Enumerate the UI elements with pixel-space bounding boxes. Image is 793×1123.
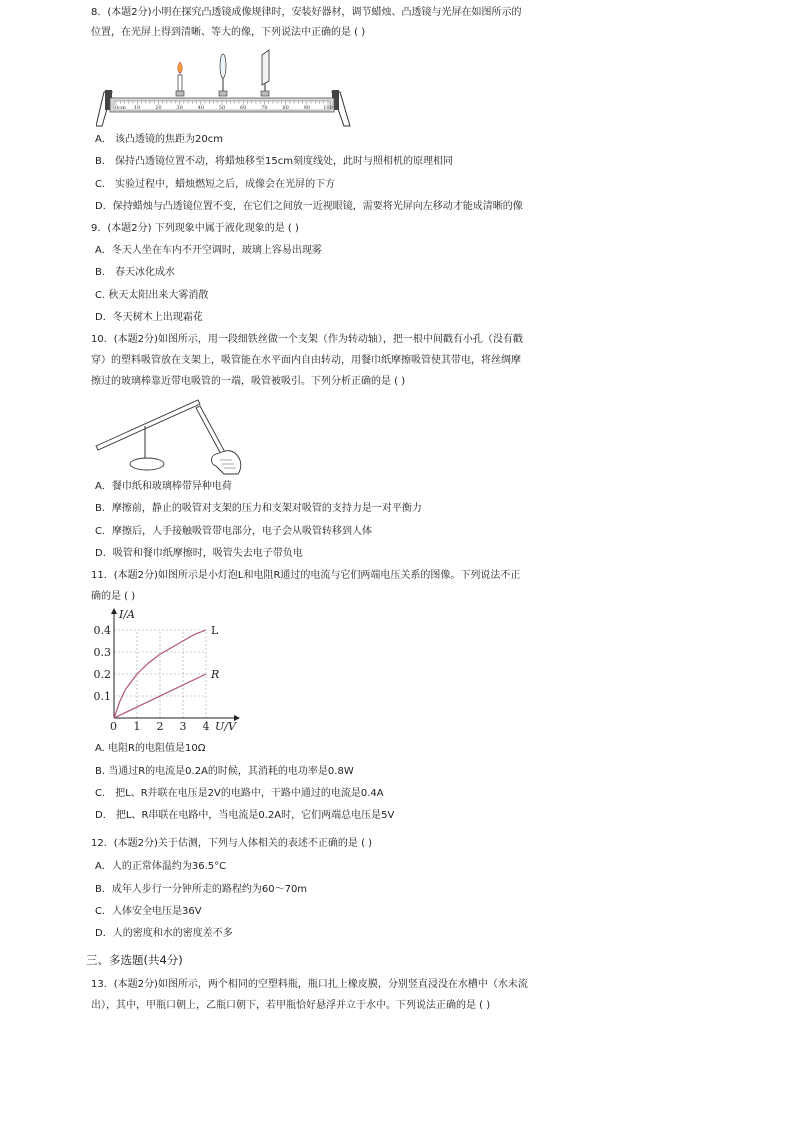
x-tick-label: 2 [156, 720, 164, 733]
ruler-label: 60 [240, 105, 247, 111]
glass-rod [196, 406, 226, 456]
q10-option-a: A．餐巾纸和玻璃棒带异种电荷 [95, 481, 232, 492]
q8-stem-line-2: 位置，在光屏上得到清晰、等大的像，下列说法中正确的是 ( ) [91, 27, 366, 38]
chart-axes [111, 608, 240, 721]
series-label-R: R [211, 668, 220, 681]
q9-option-a: A．冬天人坐在车内不开空调时，玻璃上容易出现雾 [95, 245, 322, 256]
chart-grid [114, 630, 206, 718]
straw-rod-figure [92, 396, 252, 478]
q8-option-c: C． 实验过程中，蜡烛燃短之后，成像会在光屏的下方 [95, 179, 336, 190]
iv-chart [88, 606, 253, 736]
y-axis-title: I/A [119, 608, 135, 621]
q9-stem: 9．(本题2分) 下列现象中属于液化现象的是 ( ) [91, 223, 299, 234]
q9-option-c: C. 秋天太阳出来大雾消散 [95, 290, 209, 301]
q11-option-b: B. 当通过R的电流是0.2A的时候，其消耗的电功率是0.8W [95, 766, 354, 777]
series-label-L: L [211, 624, 219, 637]
q10-stem-line-3: 擦过的玻璃棒靠近带电吸管的一端，吸管被吸引。下列分析正确的是 ( ) [91, 376, 406, 387]
ruler-label: 20 [155, 105, 162, 111]
x-axis-title: U/V [215, 720, 236, 733]
q13-stem-line-1: 13．(本题2分)如图所示，两个相同的空塑料瓶，瓶口扎上橡皮膜，分别竖直浸没在水槽中（水未流 [91, 979, 528, 990]
y-tick-label: 0.3 [93, 646, 111, 659]
x-tick-label: 1 [133, 720, 141, 733]
y-tick-label: 0.1 [93, 690, 111, 703]
q11-option-a: A. 电阻R的电阻值是10Ω [95, 743, 206, 754]
convex-lens [219, 54, 227, 96]
ruler-label: 50 [218, 105, 226, 111]
q10-stem-line-2: 穿）的塑料吸管放在支架上，吸管能在水平面内自由转动，用餐巾纸摩擦吸管使其带电，将丝绸摩 [91, 355, 521, 366]
hand [212, 451, 241, 474]
q11-option-c: C． 把L、R并联在电压是2V的电路中，干路中通过的电流是0.4A [95, 788, 384, 799]
q8-option-b: B． 保持凸透镜位置不动，将蜡烛移至15cm刻度线处，此时与照相机的原理相同 [95, 156, 454, 167]
q8-option-a: A． 该凸透镜的焦距为20cm [95, 134, 223, 145]
q8-stem-line-1: 8．(本题2分)小明在探究凸透镜成像规律时，安装好器材，调节蜡烛、凸透镜与光屏在如图所示的 [91, 7, 522, 18]
q12-stem: 12．(本题2分)关于估测，下列与人体相关的表述不正确的是 ( ) [91, 838, 373, 849]
y-axis-arrow [111, 608, 117, 614]
y-tick-label: 0.2 [93, 668, 111, 681]
ruler-label: 30 [176, 105, 183, 111]
q12-option-a: A．人的正常体温约为36.5°C [95, 861, 227, 872]
q10-option-d: D．吸管和餐巾纸摩擦时，吸管失去电子带负电 [95, 548, 303, 559]
q12-option-c: C．人体安全电压是36V [95, 906, 202, 917]
optical-bench-figure [96, 48, 358, 130]
candle [176, 62, 184, 96]
stand-base [130, 458, 164, 470]
q11-option-d: D． 把L、R串联在电路中，当电流是0.2A时，它们两端总电压是5V [95, 810, 395, 821]
q12-option-b: B．成年人步行一分钟所走的路程约为60～70m [95, 884, 308, 895]
y-tick-label: 0.4 [93, 624, 111, 637]
origin-label: 0 [110, 720, 117, 733]
q8-option-d: D．保持蜡烛与凸透镜位置不变，在它们之间放一近视眼镜，需要将光屏向左移动才能成清晰的像 [95, 201, 523, 212]
q11-stem-line-2: 确的是 ( ) [91, 591, 136, 602]
plastic-straw [96, 400, 200, 450]
q13-stem-line-2: 出），其中，甲瓶口朝上，乙瓶口朝下，若甲瓶恰好悬浮并立于水中。下列说法正确的是 ( ) [91, 1000, 491, 1011]
q12-option-d: D．人的密度和水的密度差不多 [95, 928, 233, 939]
q11-stem-line-1: 11．(本题2分)如图所示是小灯泡L和电阻R通过的电流与它们两端电压关系的图像。下列说法不正 [91, 570, 521, 581]
q10-option-b: B．摩擦前，静止的吸管对支架的压力和支架对吸管的支持力是一对平衡力 [95, 503, 422, 514]
ruler-label: 80 [282, 105, 289, 111]
light-screen [261, 50, 269, 96]
q9-option-d: D．冬天树木上出现霜花 [95, 312, 203, 323]
ruler-label: 100 [323, 105, 333, 111]
q9-option-b: B． 春天冰化成水 [95, 267, 176, 278]
q10-option-c: C．摩擦后，人手接触吸管带电部分，电子会从吸管转移到人体 [95, 526, 372, 537]
section-title: 三、多选题(共4分) [86, 953, 183, 967]
x-tick-label: 4 [202, 720, 210, 733]
ruler-unit-label: 0cm [115, 105, 126, 111]
ruler-label: 40 [197, 105, 204, 111]
x-tick-label: 3 [179, 720, 187, 733]
ruler-label: 70 [261, 105, 268, 111]
q10-stem-line-1: 10．(本题2分)如图所示，用一段细铁丝做一个支架（作为转动轴），把一根中间戳有小孔（没有戳 [91, 334, 523, 345]
ruler-label: 10 [134, 105, 141, 111]
ruler-label: 90 [303, 105, 310, 111]
chart-labels [94, 624, 220, 733]
